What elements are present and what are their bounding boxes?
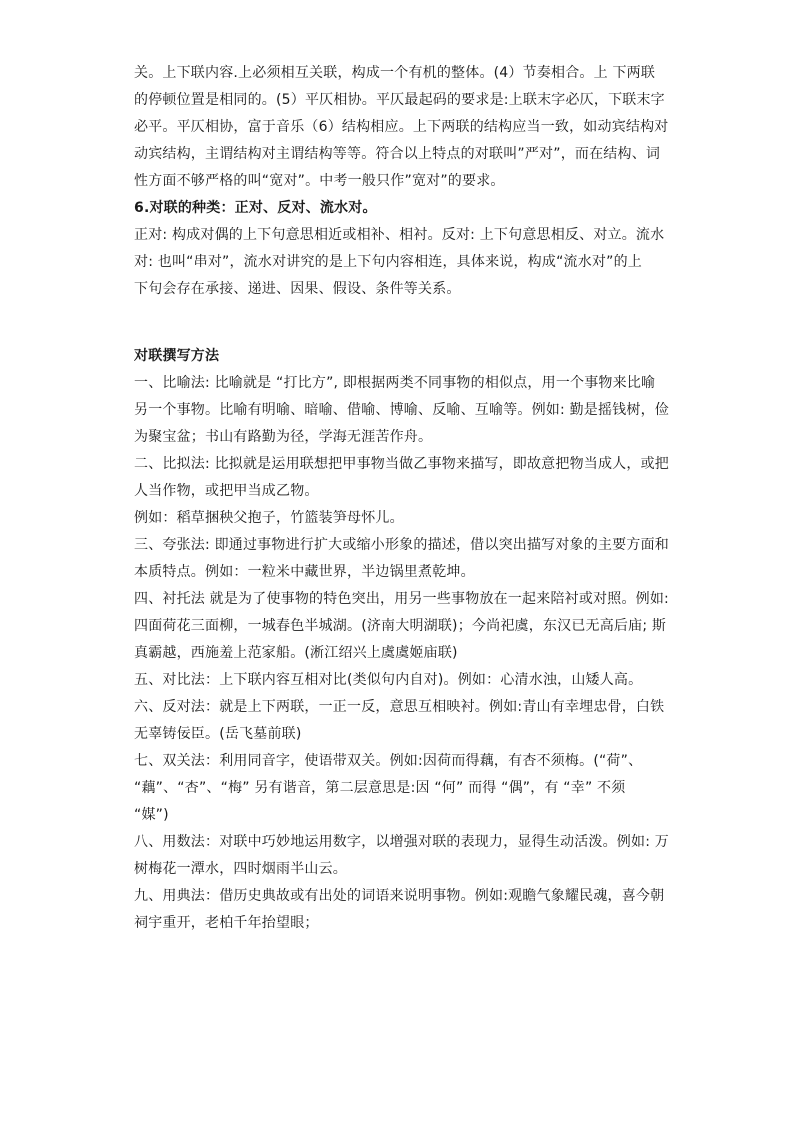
text-line: “媒”) xyxy=(134,807,169,823)
text-line: 性方面不够严格的叫“宽对”。中考一般只作”宽对”的要求。 xyxy=(134,173,505,189)
method-hyperbole xyxy=(134,532,669,586)
text-line: 树梅花一潭水，四时烟雨半山云。 xyxy=(134,861,347,877)
text-line: 五、对比法：上下联内容互相对比(类似句内自对)。例如：心清水浊，山矮人高。 xyxy=(134,672,643,688)
method-numbers xyxy=(134,829,669,883)
text-line: “藕”、“杏”、“梅” 另有谐音，第二层意思是:因 “何” 而得 “偶”，有 “幸” 不须 xyxy=(134,780,626,796)
paragraph-structure-rules xyxy=(134,60,669,195)
text-line: 一、比喻法: 比喻就是 “打比方”, 即根据两类不同事物的相似点，用一个事物来比喻 xyxy=(134,375,656,391)
spacer xyxy=(134,303,660,343)
text-line: 四、衬托法 就是为了使事物的特色突出，用另一些事物放在一起来陪衬或对照。例如: xyxy=(134,591,669,607)
method-allusion xyxy=(134,883,665,937)
text-line: 动宾结构，主谓结构对主谓结构等等。符合以上特点的对联叫”严对”，而在结构、词 xyxy=(134,146,661,162)
heading-writing-methods xyxy=(134,343,660,370)
text-line: 三、夸张法: 即通过事物进行扩大或缩小形象的描述，借以突出描写对象的主要方面和 xyxy=(134,537,669,553)
method-pun xyxy=(134,748,660,829)
text-line: 四面荷花三面柳，一城春色半城湖。(济南大明湖联)；今尚祀虞，东汉已无高后庙; 斯 xyxy=(134,618,667,634)
text-line: 无辜铸佞臣。(岳飞墓前联) xyxy=(134,726,302,742)
method-metaphor xyxy=(134,370,669,451)
text-line: 真霸越，西施羞上范家船。(淅江绍兴上虞虞姬庙联) xyxy=(134,645,458,661)
paragraph-couplet-types xyxy=(134,222,665,303)
text-line: 正对: 构成对偶的上下句意思相近或相补、相衬。反对: 上下句意思相反、对立。流水 xyxy=(134,227,665,243)
text-line: 例如：稻草捆秧父抱子，竹篮装笋母怀儿。 xyxy=(134,510,404,526)
text-line: 本质特点。例如：一粒米中藏世界，半边锅里煮乾坤。 xyxy=(134,564,475,580)
text-line: 对: 也叫“串对”，流水对讲究的是上下句内容相连，具体来说，构成“流水对”的上 xyxy=(134,254,642,270)
text-line: 七、双关法：利用同音字，使语带双关。例如:因荷而得藕，有杏不须梅。(“荷”、 xyxy=(134,753,643,769)
text-line: 必平。平仄相协，富于音乐（6）结构相应。上下两联的结构应当一致，如动宾结构对 xyxy=(134,119,669,135)
text-line: 人当作物，或把甲当成乙物。 xyxy=(134,483,319,499)
section-title: 对联撰写方法 xyxy=(134,348,220,364)
method-antithesis xyxy=(134,694,665,748)
text-line: 的停顿位置是相同的。(5）平仄相协。平仄最起码的要求是:上联末字必仄，下联末字 xyxy=(134,92,665,108)
text-line: 九、用典法：借历史典故或有出处的词语来说明事物。例如:观瞻气象耀民魂，喜今朝 xyxy=(134,888,665,904)
method-foil xyxy=(134,586,669,667)
method-personification-example xyxy=(134,505,660,532)
text-line: 二、比拟法: 比拟就是运用联想把甲事物当做乙事物来描写，即故意把物当成人，或把 xyxy=(134,456,669,472)
method-contrast xyxy=(134,667,660,694)
heading-couplet-types xyxy=(134,195,660,222)
text-line: 关。上下联内容.上必须相互关联，构成一个有机的整体。(4）节奏相合。上 下两联 xyxy=(134,65,656,81)
text-line: 另一个事物。比喻有明喻、暗喻、借喻、博喻、反喻、互喻等。例如: 勤是摇钱树，俭 xyxy=(134,402,669,418)
text-line: 八、用数法：对联中巧妙地运用数字，以增强对联的表现力，显得生动活泼。例如: 万 xyxy=(134,834,669,850)
method-personification xyxy=(134,451,669,505)
text-line: 六、反对法：就是上下两联，一正一反，意思互相映衬。例如:青山有幸埋忠骨，白铁 xyxy=(134,699,665,715)
section-heading: 6.对联的种类：正对、反对、流水对。 xyxy=(134,200,377,216)
text-line: 为聚宝盆；书山有路勤为径，学海无涯苦作舟。 xyxy=(134,429,433,445)
text-line: 祠宇重开，老柏千年抬望眼； xyxy=(134,915,319,931)
text-line: 下句会存在承接、递进、因果、假设、条件等关系。 xyxy=(134,281,461,297)
